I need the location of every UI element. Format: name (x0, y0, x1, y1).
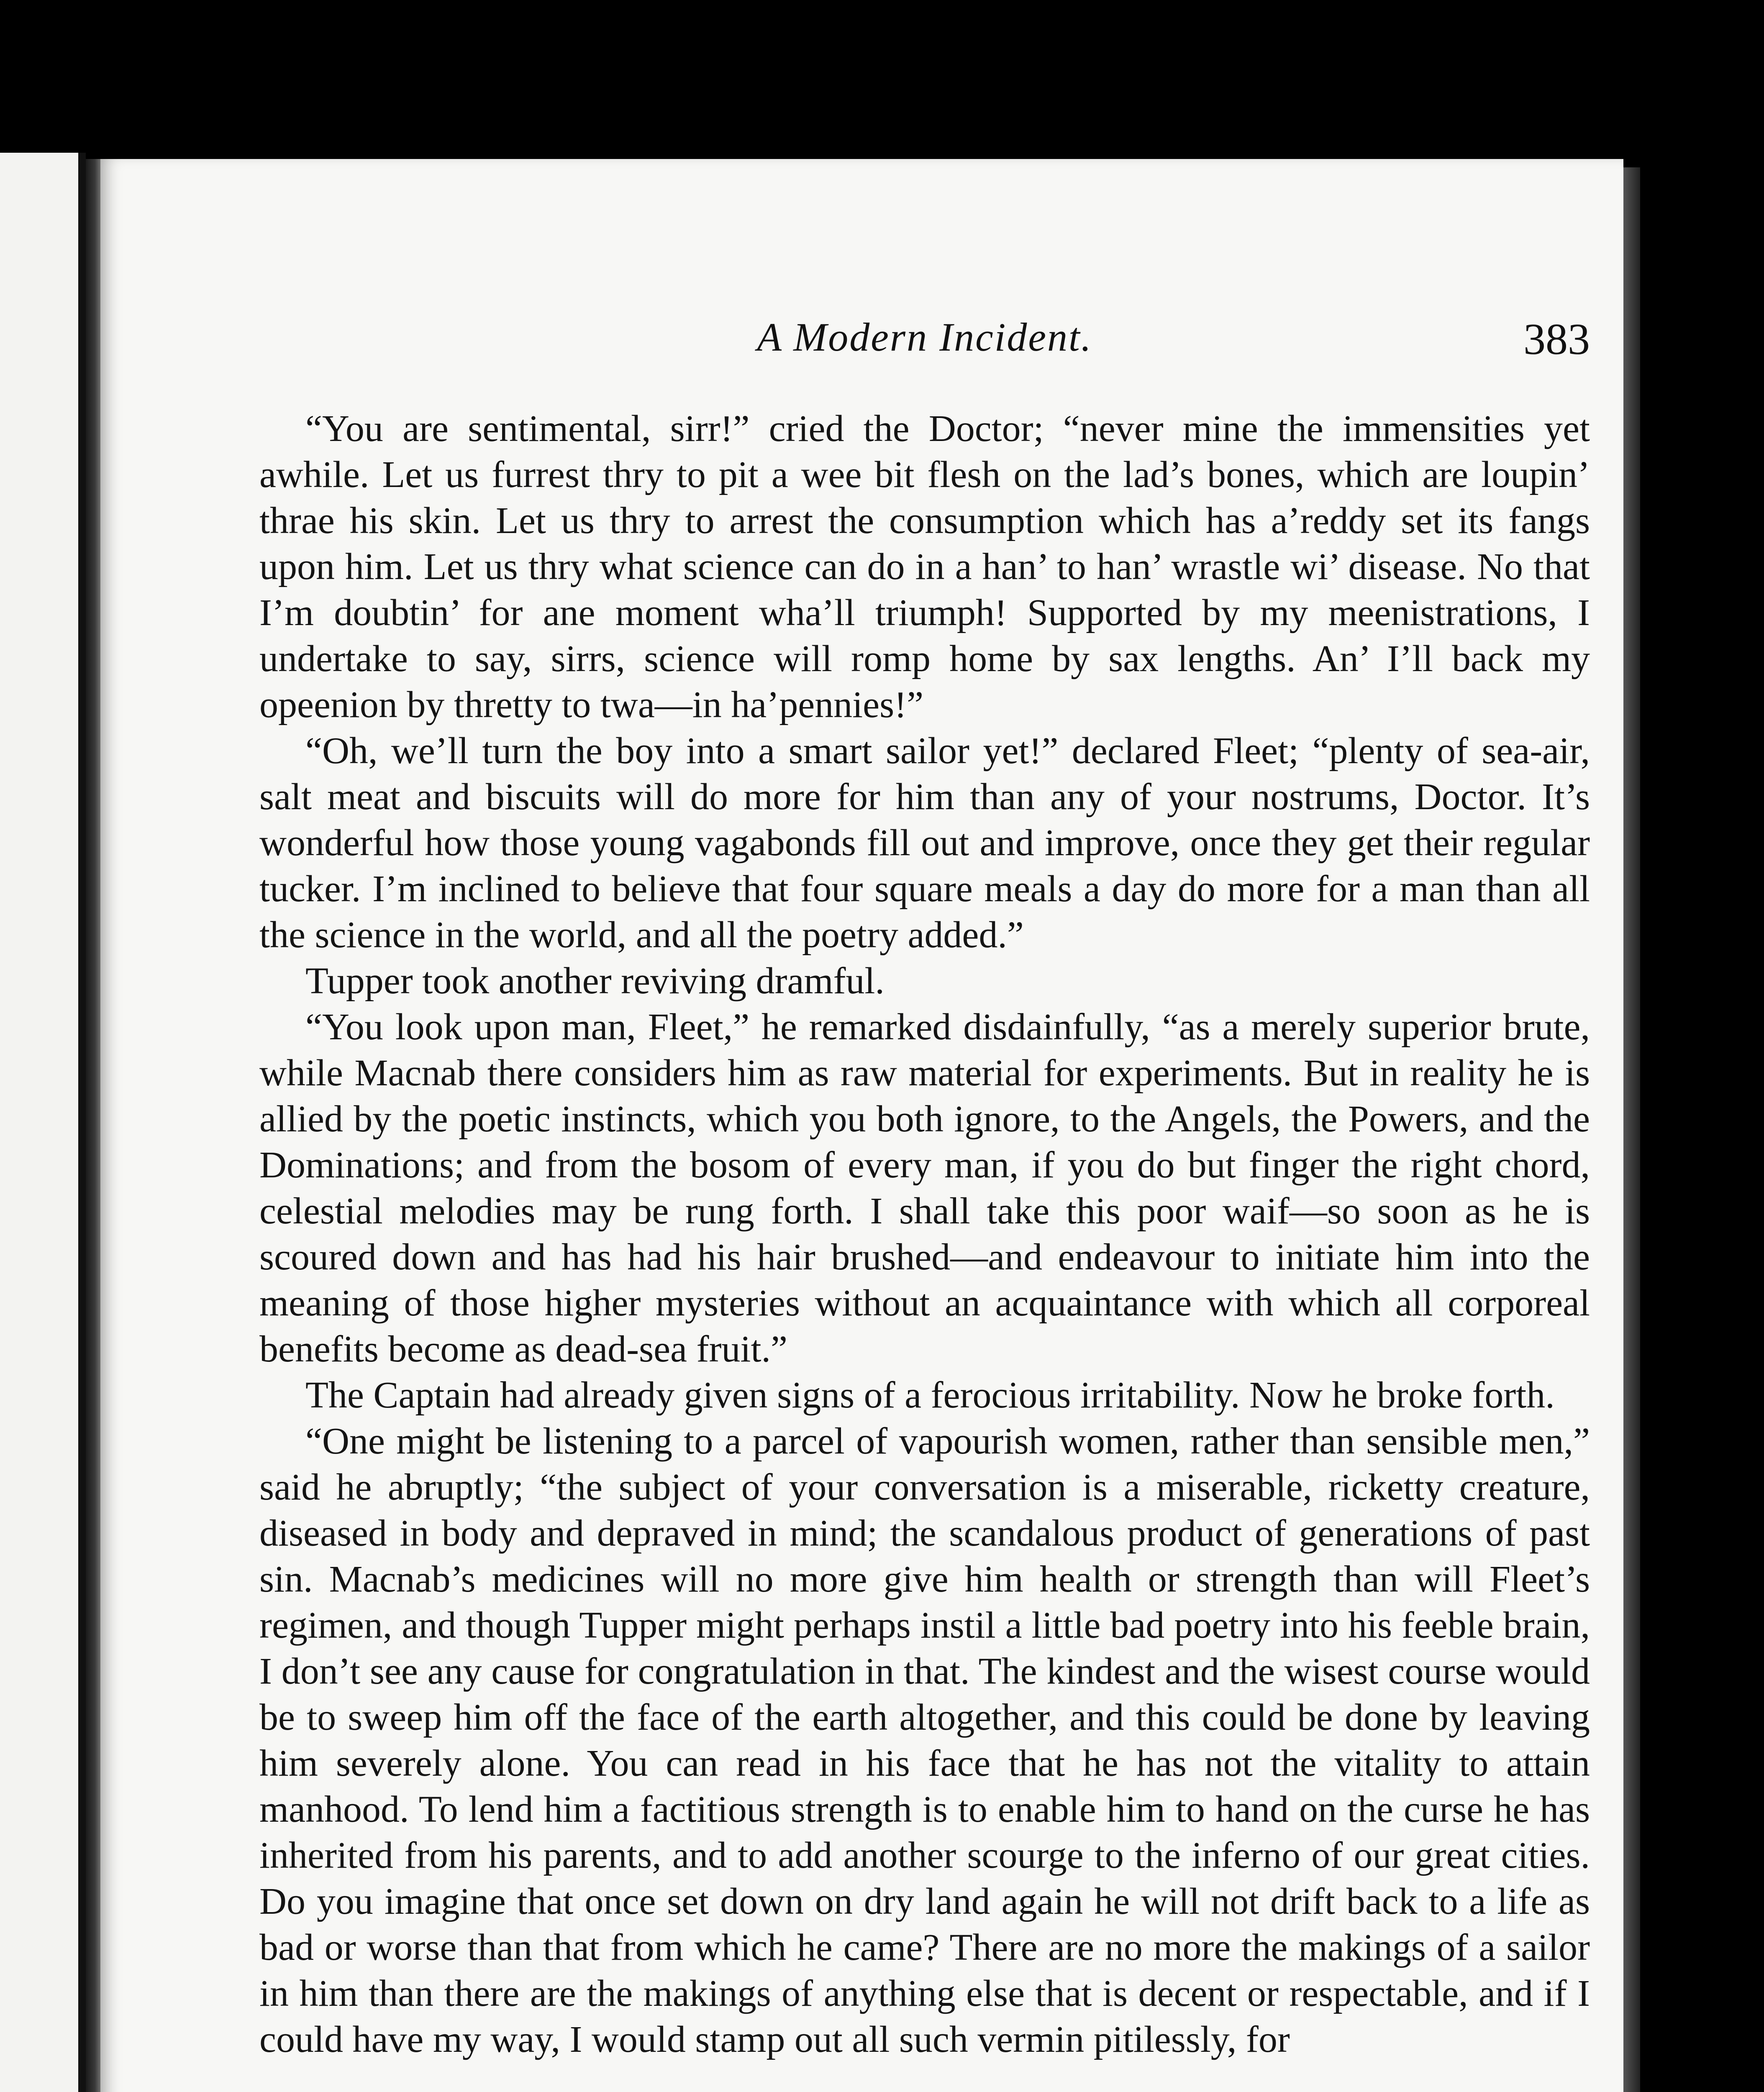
previous-page-edge (0, 153, 86, 2092)
body-text (259, 406, 1590, 2063)
paragraph: “You look upon man, Fleet,” he remarked disdainfully, “as a merely superior brute, while Macnab there considers him as raw material for experiments. But in reality he is allied by the poetic instincts, which you both ignore, to the Angels, the Powers, and the Dominations; and from the bosom of every man, if you do but finger the right chord, celestial melodies may be rung forth. I shall take this poor waif—so soon as he is scoured down and has had his hair brushed—and endeavour to initiate him into the meaning of those higher mysteries without an acquaintance with which all corporeal benefits become as dead-sea fruit.” (259, 1006, 1590, 1370)
paragraph: “Oh, we’ll turn the boy into a smart sailor yet!” declared Fleet; “plenty of sea-air, salt meat and biscuits will do more for him than any of your nostrums, Doctor. It’s wonderful how those young vagabonds fill out and improve, once they get their regular tucker. I’m inclined to believe that four square meals a day do more for a man than all the science in the world, and all the poetry added.” (259, 730, 1590, 956)
running-head (259, 314, 1590, 377)
page-number: 383 (1523, 315, 1590, 364)
paragraph: “You are sentimental, sirr!” cried the Doctor; “never mine the immensities yet awhile. Let us furrest thry to pit a wee bit flesh on the lad’s bones, which are loupin’ thrae his skin. Let us thry to arrest the consumption which has a’reddy set its fangs upon him. Let us thry what science can do in a han’ to han’ wrastle wi’ disease. No that I’m doubtin’ for ane moment wha’ll triumph! Supported by my meenistrations, I undertake to say, sirrs, science will romp home by sax lengths. An’ I’ll back my opeenion by thretty to twa—in ha’pennies!” (259, 408, 1590, 726)
running-title: A Modern Incident. (757, 315, 1092, 359)
paragraph: Tupper took another reviving dramful. (305, 960, 885, 1002)
page-edge-shadow (1623, 167, 1640, 2092)
paragraph: “One might be listening to a parcel of vapourish women, rather than sensible men,” said he abruptly; “the subject of your conversation is a miserable, ricketty creature, diseased in body and depraved in mind; the scandalous product of generations of past sin. Macnab’s medicines will no more give him health or strength than will Fleet’s regimen, and though Tupper might perhaps instil a little bad poetry into his feeble brain, I don’t see any cause for congratulation in that. The kindest and the wisest course would be to sweep him off the face of the earth altogether, and this could be done by leaving him severely alone. You can read in his face that he has not the vitality to attain manhood. To lend him a factitious strength is to enable him to hand on the curse he has inherited from his parents, and to add another scourge to the inferno of our great cities. Do you imagine that once set down on dry land again he will not drift back to a life as bad or worse than that from which he came? There are no more the makings of a sailor in him than there are the makings of anything else that is decent or respectable, and if I could have my way, I would stamp out all such vermin pitilessly, for (259, 1420, 1590, 2060)
book-page (100, 159, 1623, 2092)
paragraph: The Captain had already given signs of a ferocious irritability. Now he broke forth. (305, 1374, 1555, 1416)
